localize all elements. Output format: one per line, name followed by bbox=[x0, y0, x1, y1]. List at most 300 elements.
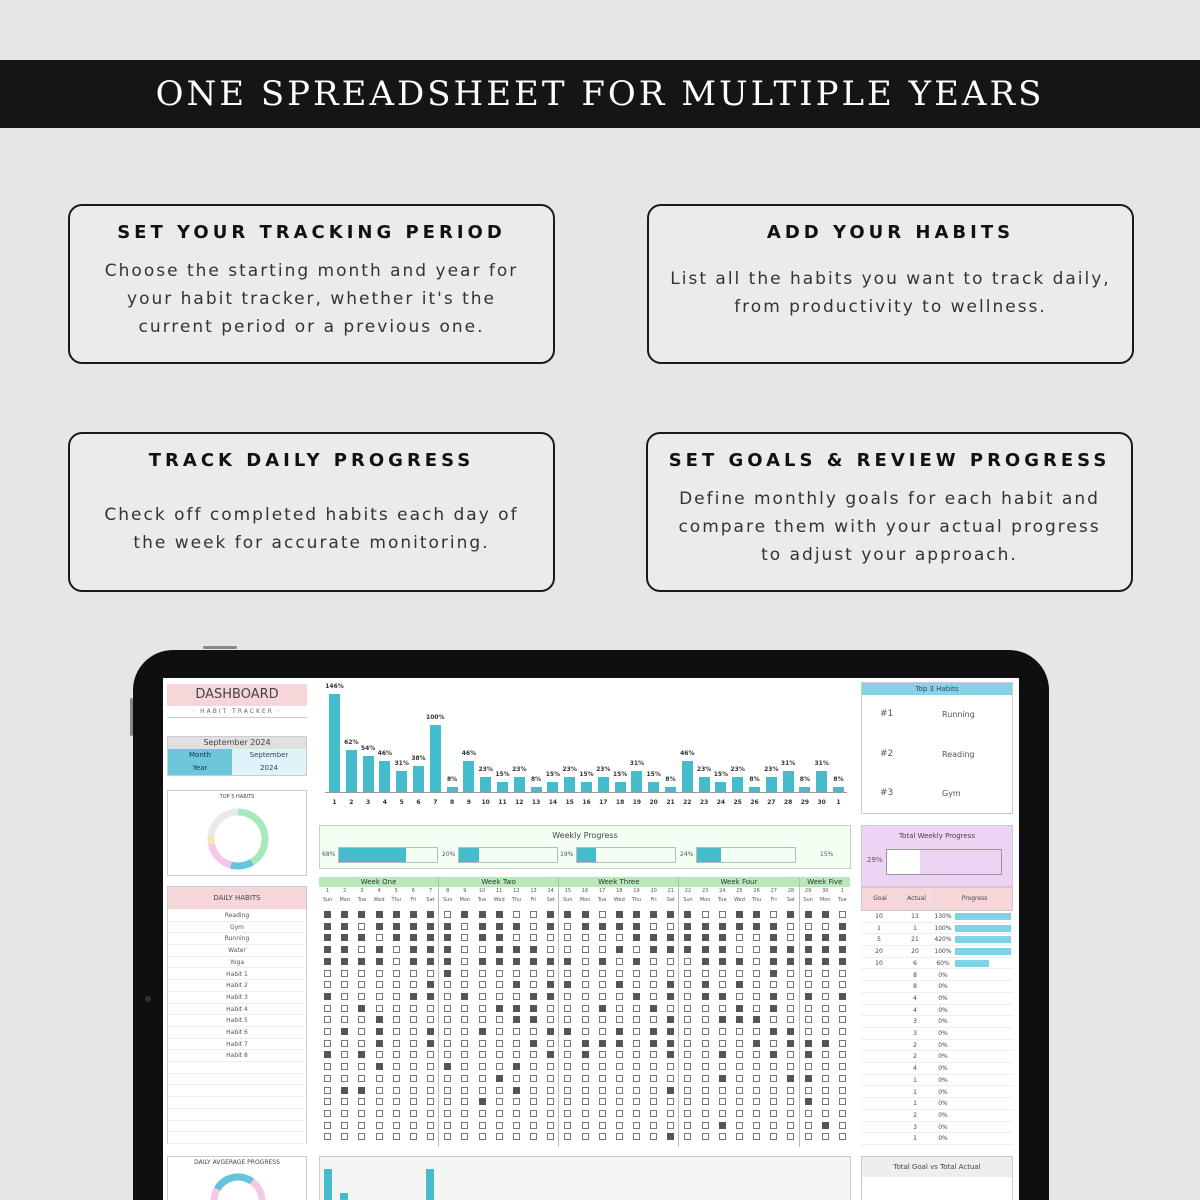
habit-checkbox[interactable] bbox=[461, 981, 468, 988]
habit-checkbox[interactable] bbox=[461, 911, 468, 918]
habit-checkbox[interactable] bbox=[787, 923, 794, 930]
habit-checkbox[interactable] bbox=[393, 958, 400, 965]
habit-checkbox[interactable] bbox=[393, 1028, 400, 1035]
habit-checkbox[interactable] bbox=[616, 1051, 623, 1058]
habit-checkbox[interactable] bbox=[787, 1051, 794, 1058]
habit-checkbox[interactable] bbox=[513, 1005, 520, 1012]
habit-checkbox[interactable] bbox=[496, 1051, 503, 1058]
habit-checkbox[interactable] bbox=[427, 1098, 434, 1105]
habit-checkbox[interactable] bbox=[582, 970, 589, 977]
habit-checkbox[interactable] bbox=[736, 1040, 743, 1047]
habit-checkbox[interactable] bbox=[358, 923, 365, 930]
habit-checkbox[interactable] bbox=[496, 946, 503, 953]
habit-checkbox[interactable] bbox=[770, 970, 777, 977]
habit-checkbox[interactable] bbox=[787, 1016, 794, 1023]
habit-checkbox[interactable] bbox=[805, 1075, 812, 1082]
habit-checkbox[interactable] bbox=[513, 911, 520, 918]
habit-checkbox[interactable] bbox=[599, 1098, 606, 1105]
habit-checkbox[interactable] bbox=[324, 1016, 331, 1023]
habit-checkbox[interactable] bbox=[547, 1005, 554, 1012]
habit-checkbox[interactable] bbox=[839, 1016, 846, 1023]
habit-checkbox[interactable] bbox=[684, 911, 691, 918]
habit-checkbox[interactable] bbox=[650, 1005, 657, 1012]
habit-checkbox[interactable] bbox=[582, 911, 589, 918]
habit-checkbox[interactable] bbox=[616, 981, 623, 988]
habit-checkbox[interactable] bbox=[479, 934, 486, 941]
habit-checkbox[interactable] bbox=[496, 923, 503, 930]
habit-checkbox[interactable] bbox=[341, 1087, 348, 1094]
habit-checkbox[interactable] bbox=[461, 934, 468, 941]
habit-checkbox[interactable] bbox=[324, 934, 331, 941]
habit-checkbox[interactable] bbox=[427, 1122, 434, 1129]
habit-checkbox[interactable] bbox=[650, 970, 657, 977]
habit-checkbox[interactable] bbox=[684, 1005, 691, 1012]
habit-checkbox[interactable] bbox=[427, 1133, 434, 1140]
habit-checkbox[interactable] bbox=[479, 958, 486, 965]
habit-checkbox[interactable] bbox=[393, 1087, 400, 1094]
habit-checkbox[interactable] bbox=[513, 1087, 520, 1094]
habit-checkbox[interactable] bbox=[341, 1051, 348, 1058]
habit-checkbox[interactable] bbox=[770, 993, 777, 1000]
habit-checkbox[interactable] bbox=[479, 1040, 486, 1047]
habit-checkbox[interactable] bbox=[770, 1075, 777, 1082]
habit-checkbox[interactable] bbox=[616, 1005, 623, 1012]
habit-checkbox[interactable] bbox=[770, 1040, 777, 1047]
habit-checkbox[interactable] bbox=[341, 1040, 348, 1047]
habit-checkbox[interactable] bbox=[736, 1016, 743, 1023]
habit-checkbox[interactable] bbox=[650, 946, 657, 953]
habit-checkbox[interactable] bbox=[341, 923, 348, 930]
habit-checkbox[interactable] bbox=[547, 1075, 554, 1082]
habit-checkbox[interactable] bbox=[513, 1040, 520, 1047]
habit-checkbox[interactable] bbox=[513, 1063, 520, 1070]
habit-checkbox[interactable] bbox=[805, 934, 812, 941]
habit-checkbox[interactable] bbox=[736, 1063, 743, 1070]
habit-checkbox[interactable] bbox=[616, 923, 623, 930]
habit-checkbox[interactable] bbox=[805, 993, 812, 1000]
habit-checkbox[interactable] bbox=[564, 1110, 571, 1117]
habit-checkbox[interactable] bbox=[599, 970, 606, 977]
habit-checkbox[interactable] bbox=[805, 981, 812, 988]
habit-checkbox[interactable] bbox=[839, 1063, 846, 1070]
habit-checkbox[interactable] bbox=[787, 1133, 794, 1140]
habit-checkbox[interactable] bbox=[650, 958, 657, 965]
habit-checkbox[interactable] bbox=[358, 911, 365, 918]
habit-checkbox[interactable] bbox=[376, 958, 383, 965]
habit-checkbox[interactable] bbox=[324, 923, 331, 930]
habit-checkbox[interactable] bbox=[530, 1075, 537, 1082]
habit-checkbox[interactable] bbox=[358, 958, 365, 965]
habit-checkbox[interactable] bbox=[753, 1016, 760, 1023]
habit-checkbox[interactable] bbox=[719, 934, 726, 941]
habit-checkbox[interactable] bbox=[805, 911, 812, 918]
habit-checkbox[interactable] bbox=[376, 1051, 383, 1058]
habit-checkbox[interactable] bbox=[684, 1051, 691, 1058]
habit-checkbox[interactable] bbox=[341, 1110, 348, 1117]
habit-checkbox[interactable] bbox=[376, 1122, 383, 1129]
habit-checkbox[interactable] bbox=[667, 1133, 674, 1140]
habit-checkbox[interactable] bbox=[496, 934, 503, 941]
habit-checkbox[interactable] bbox=[736, 1110, 743, 1117]
habit-checkbox[interactable] bbox=[444, 1075, 451, 1082]
habit-checkbox[interactable] bbox=[736, 946, 743, 953]
habit-checkbox[interactable] bbox=[427, 911, 434, 918]
habit-checkbox[interactable] bbox=[461, 1040, 468, 1047]
habit-checkbox[interactable] bbox=[376, 923, 383, 930]
habit-checkbox[interactable] bbox=[736, 1098, 743, 1105]
habit-checkbox[interactable] bbox=[667, 946, 674, 953]
habit-checkbox[interactable] bbox=[530, 970, 537, 977]
habit-checkbox[interactable] bbox=[582, 934, 589, 941]
habit-checkbox[interactable] bbox=[633, 911, 640, 918]
habit-checkbox[interactable] bbox=[461, 1016, 468, 1023]
habit-checkbox[interactable] bbox=[822, 970, 829, 977]
habit-checkbox[interactable] bbox=[667, 923, 674, 930]
habit-checkbox[interactable] bbox=[496, 911, 503, 918]
habit-checkbox[interactable] bbox=[564, 1075, 571, 1082]
habit-checkbox[interactable] bbox=[667, 993, 674, 1000]
habit-checkbox[interactable] bbox=[582, 946, 589, 953]
habit-checkbox[interactable] bbox=[702, 958, 709, 965]
habit-checkbox[interactable] bbox=[547, 981, 554, 988]
habit-checkbox[interactable] bbox=[444, 1005, 451, 1012]
habit-checkbox[interactable] bbox=[513, 1075, 520, 1082]
habit-checkbox[interactable] bbox=[376, 981, 383, 988]
habit-checkbox[interactable] bbox=[358, 1063, 365, 1070]
habit-checkbox[interactable] bbox=[358, 1098, 365, 1105]
habit-checkbox[interactable] bbox=[633, 1051, 640, 1058]
habit-checkbox[interactable] bbox=[770, 1122, 777, 1129]
habit-checkbox[interactable] bbox=[427, 946, 434, 953]
habit-checkbox[interactable] bbox=[376, 934, 383, 941]
habit-checkbox[interactable] bbox=[667, 1098, 674, 1105]
habit-checkbox[interactable] bbox=[582, 1122, 589, 1129]
habit-checkbox[interactable] bbox=[427, 958, 434, 965]
habit-checkbox[interactable] bbox=[410, 1110, 417, 1117]
habit-checkbox[interactable] bbox=[787, 1005, 794, 1012]
habit-checkbox[interactable] bbox=[633, 923, 640, 930]
habit-checkbox[interactable] bbox=[427, 1005, 434, 1012]
habit-checkbox[interactable] bbox=[805, 970, 812, 977]
habit-checkbox[interactable] bbox=[616, 1087, 623, 1094]
habit-checkbox[interactable] bbox=[324, 1122, 331, 1129]
habit-checkbox[interactable] bbox=[564, 1087, 571, 1094]
habit-checkbox[interactable] bbox=[547, 1051, 554, 1058]
habit-checkbox[interactable] bbox=[822, 934, 829, 941]
habit-checkbox[interactable] bbox=[496, 981, 503, 988]
habit-checkbox[interactable] bbox=[582, 923, 589, 930]
habit-checkbox[interactable] bbox=[736, 970, 743, 977]
habit-checkbox[interactable] bbox=[479, 970, 486, 977]
habit-checkbox[interactable] bbox=[839, 946, 846, 953]
habit-checkbox[interactable] bbox=[839, 1005, 846, 1012]
habit-checkbox[interactable] bbox=[650, 1040, 657, 1047]
habit-checkbox[interactable] bbox=[599, 1005, 606, 1012]
habit-checkbox[interactable] bbox=[410, 970, 417, 977]
habit-checkbox[interactable] bbox=[479, 1063, 486, 1070]
habit-checkbox[interactable] bbox=[444, 911, 451, 918]
habit-checkbox[interactable] bbox=[410, 1005, 417, 1012]
habit-checkbox[interactable] bbox=[376, 1005, 383, 1012]
month-select[interactable]: September bbox=[232, 749, 306, 762]
habit-checkbox[interactable] bbox=[358, 1133, 365, 1140]
habit-checkbox[interactable] bbox=[839, 1028, 846, 1035]
habit-checkbox[interactable] bbox=[805, 1051, 812, 1058]
habit-checkbox[interactable] bbox=[479, 981, 486, 988]
habit-checkbox[interactable] bbox=[461, 993, 468, 1000]
habit-checkbox[interactable] bbox=[839, 981, 846, 988]
habit-checkbox[interactable] bbox=[427, 981, 434, 988]
habit-checkbox[interactable] bbox=[616, 1028, 623, 1035]
habit-checkbox[interactable] bbox=[376, 946, 383, 953]
habit-checkbox[interactable] bbox=[599, 1040, 606, 1047]
habit-checkbox[interactable] bbox=[324, 970, 331, 977]
habit-checkbox[interactable] bbox=[839, 923, 846, 930]
habit-checkbox[interactable] bbox=[479, 1133, 486, 1140]
habit-checkbox[interactable] bbox=[582, 1063, 589, 1070]
habit-checkbox[interactable] bbox=[667, 1016, 674, 1023]
habit-checkbox[interactable] bbox=[719, 1040, 726, 1047]
habit-checkbox[interactable] bbox=[324, 993, 331, 1000]
habit-checkbox[interactable] bbox=[461, 1087, 468, 1094]
habit-checkbox[interactable] bbox=[599, 1122, 606, 1129]
habit-checkbox[interactable] bbox=[753, 1098, 760, 1105]
habit-checkbox[interactable] bbox=[479, 946, 486, 953]
habit-checkbox[interactable] bbox=[667, 1110, 674, 1117]
habit-checkbox[interactable] bbox=[667, 970, 674, 977]
habit-checkbox[interactable] bbox=[822, 1051, 829, 1058]
habit-checkbox[interactable] bbox=[444, 993, 451, 1000]
habit-checkbox[interactable] bbox=[684, 1133, 691, 1140]
habit-checkbox[interactable] bbox=[564, 1133, 571, 1140]
habit-checkbox[interactable] bbox=[633, 1098, 640, 1105]
habit-checkbox[interactable] bbox=[822, 958, 829, 965]
habit-checkbox[interactable] bbox=[616, 934, 623, 941]
habit-checkbox[interactable] bbox=[633, 1122, 640, 1129]
habit-checkbox[interactable] bbox=[667, 1087, 674, 1094]
habit-checkbox[interactable] bbox=[719, 1051, 726, 1058]
habit-checkbox[interactable] bbox=[547, 1028, 554, 1035]
habit-checkbox[interactable] bbox=[822, 1016, 829, 1023]
habit-checkbox[interactable] bbox=[719, 970, 726, 977]
habit-checkbox[interactable] bbox=[753, 1063, 760, 1070]
habit-checkbox[interactable] bbox=[599, 958, 606, 965]
habit-checkbox[interactable] bbox=[376, 1098, 383, 1105]
habit-checkbox[interactable] bbox=[684, 1087, 691, 1094]
habit-checkbox[interactable] bbox=[530, 1098, 537, 1105]
habit-checkbox[interactable] bbox=[324, 1110, 331, 1117]
habit-checkbox[interactable] bbox=[616, 1075, 623, 1082]
habit-checkbox[interactable] bbox=[530, 981, 537, 988]
habit-checkbox[interactable] bbox=[805, 1040, 812, 1047]
habit-checkbox[interactable] bbox=[702, 1051, 709, 1058]
habit-checkbox[interactable] bbox=[513, 1051, 520, 1058]
habit-checkbox[interactable] bbox=[341, 970, 348, 977]
habit-checkbox[interactable] bbox=[358, 1087, 365, 1094]
habit-checkbox[interactable] bbox=[513, 1133, 520, 1140]
habit-checkbox[interactable] bbox=[530, 1051, 537, 1058]
habit-checkbox[interactable] bbox=[822, 923, 829, 930]
habit-checkbox[interactable] bbox=[616, 958, 623, 965]
habit-checkbox[interactable] bbox=[805, 1016, 812, 1023]
habit-checkbox[interactable] bbox=[616, 946, 623, 953]
habit-checkbox[interactable] bbox=[530, 934, 537, 941]
habit-checkbox[interactable] bbox=[358, 1110, 365, 1117]
habit-checkbox[interactable] bbox=[496, 970, 503, 977]
habit-checkbox[interactable] bbox=[805, 1063, 812, 1070]
habit-checkbox[interactable] bbox=[770, 1098, 777, 1105]
habit-checkbox[interactable] bbox=[479, 1087, 486, 1094]
habit-checkbox[interactable] bbox=[719, 993, 726, 1000]
habit-checkbox[interactable] bbox=[324, 1087, 331, 1094]
habit-checkbox[interactable] bbox=[719, 1087, 726, 1094]
habit-checkbox[interactable] bbox=[650, 1087, 657, 1094]
habit-checkbox[interactable] bbox=[702, 993, 709, 1000]
habit-checkbox[interactable] bbox=[616, 1098, 623, 1105]
habit-checkbox[interactable] bbox=[461, 923, 468, 930]
habit-checkbox[interactable] bbox=[461, 1110, 468, 1117]
habit-checkbox[interactable] bbox=[547, 923, 554, 930]
habit-checkbox[interactable] bbox=[324, 1075, 331, 1082]
habit-checkbox[interactable] bbox=[787, 1098, 794, 1105]
habit-checkbox[interactable] bbox=[547, 993, 554, 1000]
habit-checkbox[interactable] bbox=[822, 993, 829, 1000]
habit-checkbox[interactable] bbox=[736, 1122, 743, 1129]
habit-checkbox[interactable] bbox=[410, 958, 417, 965]
habit-checkbox[interactable] bbox=[736, 934, 743, 941]
habit-checkbox[interactable] bbox=[582, 1075, 589, 1082]
habit-checkbox[interactable] bbox=[702, 1098, 709, 1105]
habit-checkbox[interactable] bbox=[324, 1005, 331, 1012]
habit-checkbox[interactable] bbox=[599, 1051, 606, 1058]
habit-checkbox[interactable] bbox=[787, 934, 794, 941]
habit-checkbox[interactable] bbox=[770, 1005, 777, 1012]
habit-checkbox[interactable] bbox=[839, 993, 846, 1000]
habit-checkbox[interactable] bbox=[376, 1075, 383, 1082]
habit-checkbox[interactable] bbox=[650, 1063, 657, 1070]
habit-checkbox[interactable] bbox=[650, 911, 657, 918]
habit-checkbox[interactable] bbox=[702, 1110, 709, 1117]
habit-checkbox[interactable] bbox=[633, 958, 640, 965]
habit-checkbox[interactable] bbox=[547, 1133, 554, 1140]
habit-checkbox[interactable] bbox=[479, 1098, 486, 1105]
habit-checkbox[interactable] bbox=[427, 1040, 434, 1047]
habit-checkbox[interactable] bbox=[650, 1075, 657, 1082]
habit-checkbox[interactable] bbox=[547, 1098, 554, 1105]
habit-checkbox[interactable] bbox=[667, 1051, 674, 1058]
habit-checkbox[interactable] bbox=[839, 970, 846, 977]
habit-checkbox[interactable] bbox=[461, 1122, 468, 1129]
habit-checkbox[interactable] bbox=[667, 911, 674, 918]
habit-checkbox[interactable] bbox=[684, 1028, 691, 1035]
habit-checkbox[interactable] bbox=[479, 1110, 486, 1117]
habit-checkbox[interactable] bbox=[393, 970, 400, 977]
habit-checkbox[interactable] bbox=[479, 1005, 486, 1012]
habit-checkbox[interactable] bbox=[479, 1016, 486, 1023]
habit-checkbox[interactable] bbox=[582, 1040, 589, 1047]
habit-checkbox[interactable] bbox=[461, 1051, 468, 1058]
habit-checkbox[interactable] bbox=[633, 1016, 640, 1023]
habit-checkbox[interactable] bbox=[496, 1016, 503, 1023]
habit-checkbox[interactable] bbox=[530, 1028, 537, 1035]
habit-checkbox[interactable] bbox=[650, 1028, 657, 1035]
habit-checkbox[interactable] bbox=[805, 923, 812, 930]
habit-checkbox[interactable] bbox=[427, 970, 434, 977]
habit-checkbox[interactable] bbox=[410, 1098, 417, 1105]
habit-checkbox[interactable] bbox=[393, 1051, 400, 1058]
habit-checkbox[interactable] bbox=[513, 1122, 520, 1129]
habit-checkbox[interactable] bbox=[736, 958, 743, 965]
habit-checkbox[interactable] bbox=[822, 1122, 829, 1129]
habit-checkbox[interactable] bbox=[564, 1016, 571, 1023]
habit-checkbox[interactable] bbox=[787, 981, 794, 988]
habit-checkbox[interactable] bbox=[444, 958, 451, 965]
habit-checkbox[interactable] bbox=[805, 1098, 812, 1105]
habit-checkbox[interactable] bbox=[753, 1005, 760, 1012]
habit-checkbox[interactable] bbox=[410, 1016, 417, 1023]
habit-checkbox[interactable] bbox=[547, 946, 554, 953]
habit-checkbox[interactable] bbox=[358, 1075, 365, 1082]
habit-checkbox[interactable] bbox=[427, 1016, 434, 1023]
habit-checkbox[interactable] bbox=[770, 981, 777, 988]
habit-checkbox[interactable] bbox=[650, 1051, 657, 1058]
habit-checkbox[interactable] bbox=[410, 1087, 417, 1094]
habit-checkbox[interactable] bbox=[564, 911, 571, 918]
habit-checkbox[interactable] bbox=[461, 958, 468, 965]
habit-checkbox[interactable] bbox=[513, 1028, 520, 1035]
habit-checkbox[interactable] bbox=[358, 1122, 365, 1129]
habit-checkbox[interactable] bbox=[616, 1122, 623, 1129]
habit-checkbox[interactable] bbox=[770, 1028, 777, 1035]
habit-checkbox[interactable] bbox=[341, 911, 348, 918]
year-select[interactable]: 2024 bbox=[232, 762, 306, 775]
habit-checkbox[interactable] bbox=[410, 923, 417, 930]
habit-checkbox[interactable] bbox=[753, 934, 760, 941]
habit-checkbox[interactable] bbox=[702, 1122, 709, 1129]
habit-checkbox[interactable] bbox=[805, 958, 812, 965]
habit-checkbox[interactable] bbox=[702, 970, 709, 977]
habit-checkbox[interactable] bbox=[393, 1016, 400, 1023]
habit-checkbox[interactable] bbox=[530, 1110, 537, 1117]
habit-checkbox[interactable] bbox=[787, 1028, 794, 1035]
habit-checkbox[interactable] bbox=[582, 1098, 589, 1105]
habit-checkbox[interactable] bbox=[444, 970, 451, 977]
habit-checkbox[interactable] bbox=[410, 1051, 417, 1058]
habit-checkbox[interactable] bbox=[410, 1040, 417, 1047]
habit-checkbox[interactable] bbox=[530, 1016, 537, 1023]
habit-checkbox[interactable] bbox=[461, 1005, 468, 1012]
habit-checkbox[interactable] bbox=[393, 1063, 400, 1070]
habit-checkbox[interactable] bbox=[667, 1028, 674, 1035]
habit-checkbox[interactable] bbox=[341, 934, 348, 941]
habit-checkbox[interactable] bbox=[547, 970, 554, 977]
habit-checkbox[interactable] bbox=[530, 946, 537, 953]
habit-checkbox[interactable] bbox=[410, 911, 417, 918]
habit-checkbox[interactable] bbox=[650, 1016, 657, 1023]
habit-checkbox[interactable] bbox=[547, 1040, 554, 1047]
habit-checkbox[interactable] bbox=[650, 1110, 657, 1117]
habit-checkbox[interactable] bbox=[719, 1122, 726, 1129]
habit-checkbox[interactable] bbox=[633, 1075, 640, 1082]
habit-checkbox[interactable] bbox=[358, 993, 365, 1000]
habit-checkbox[interactable] bbox=[616, 1063, 623, 1070]
habit-checkbox[interactable] bbox=[616, 970, 623, 977]
habit-checkbox[interactable] bbox=[667, 1063, 674, 1070]
habit-checkbox[interactable] bbox=[444, 1040, 451, 1047]
habit-checkbox[interactable] bbox=[358, 981, 365, 988]
habit-checkbox[interactable] bbox=[410, 1063, 417, 1070]
habit-checkbox[interactable] bbox=[753, 993, 760, 1000]
